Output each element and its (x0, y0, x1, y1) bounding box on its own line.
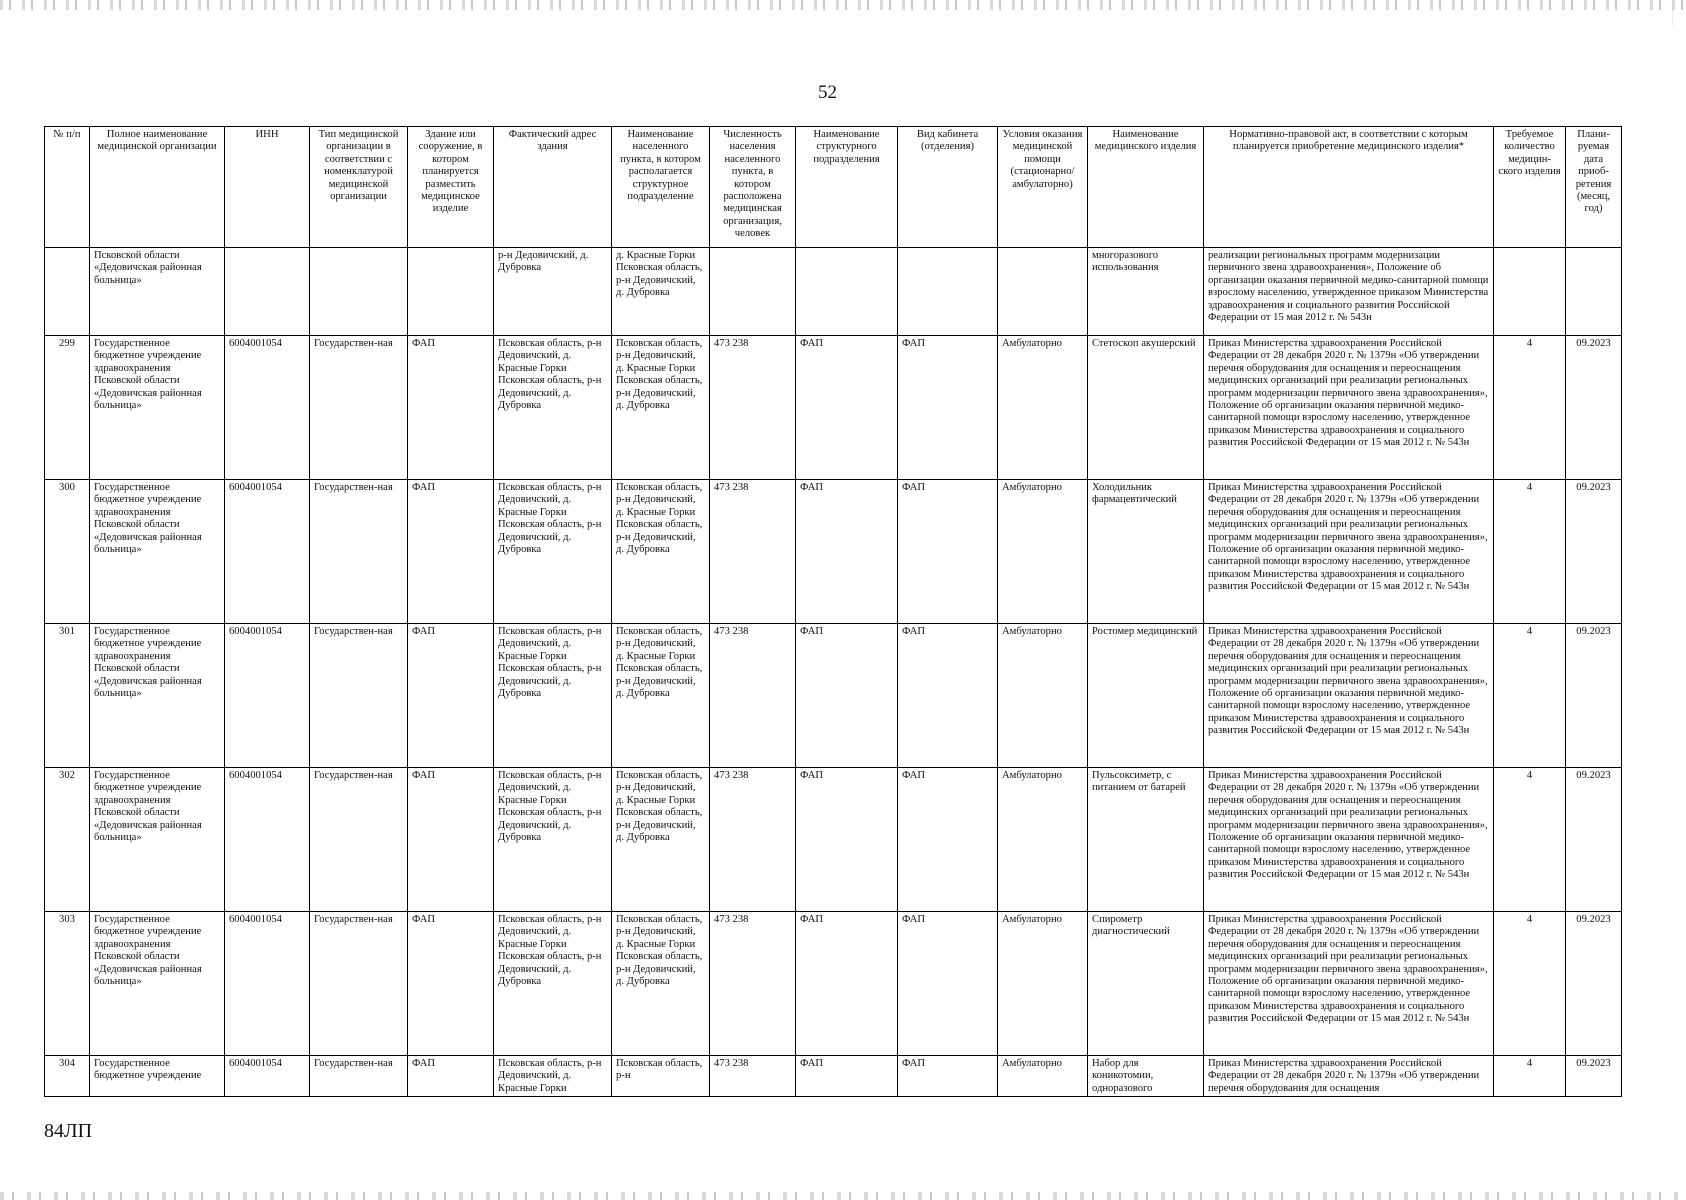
page-number: 52 (818, 82, 837, 103)
cell-cabinet (898, 248, 998, 336)
cell-building: ФАП (408, 1056, 494, 1097)
cell-device: Набор для коникотомии, одноразового (1088, 1056, 1204, 1097)
equipment-register-table (44, 126, 1622, 1097)
cell-device: Ростомер медицинский (1088, 624, 1204, 768)
cell-device: многоразового использования (1088, 248, 1204, 336)
cell-settlement: Псковская область, р-н Дедовичский, д. Красные Горки Псковская область, р-н Дедовичский, д. Дубровка (612, 624, 710, 768)
cell-num: 304 (45, 1056, 90, 1097)
cell-device: Стетоскоп акушерский (1088, 336, 1204, 480)
cell-inn: 6004001054 (225, 336, 310, 480)
header-cell: Полное наименование медицинской организации (90, 127, 225, 248)
cell-device: Спирометр диагностический (1088, 912, 1204, 1056)
cell-population: 473 238 (710, 1056, 796, 1097)
cell-org: Государственное бюджетное учреждение здравоохранения Псковской области «Дедовичская районная больница» (90, 912, 225, 1056)
cell-qty (1494, 248, 1566, 336)
cell-cabinet: ФАП (898, 912, 998, 1056)
cell-cabinet: ФАП (898, 480, 998, 624)
cell-cabinet: ФАП (898, 768, 998, 912)
cell-building: ФАП (408, 912, 494, 1056)
cell-act: Приказ Министерства здравоохранения Российской Федерации от 28 декабря 2020 г. № 1379н «Об утверждении перечня оборудования для оснащения и переоснащения медицинских организаций при реализации региональных программ модернизации первичного звена здравоохранения», Положение об организации оказания первичной медико-санитарной помощи взрослому населению, утвержденное приказом Министерства здравоохранения и социального развития Российской Федерации от 15 мая 2012 г. № 543н (1204, 336, 1494, 480)
header-cell: Наименование структурного подразделения (796, 127, 898, 248)
cell-type: Государствен-ная (310, 624, 408, 768)
cell-cabinet: ФАП (898, 336, 998, 480)
cell-type: Государствен-ная (310, 1056, 408, 1097)
cell-unit: ФАП (796, 912, 898, 1056)
header-cell: Тип медицинской организации в соответствии с номенклатурой медицинской организации (310, 127, 408, 248)
cell-address: Псковская область, р-н Дедовичский, д. Красные Горки Псковская область, р-н Дедовичский, д. Дубровка (494, 912, 612, 1056)
cell-settlement: Псковская область, р-н Дедовичский, д. Красные Горки Псковская область, р-н Дедовичский, д. Дубровка (612, 768, 710, 912)
cell-device: Пульсоксиметр, с питанием от батарей (1088, 768, 1204, 912)
cell-cabinet: ФАП (898, 624, 998, 768)
header-cell: Фактический адрес здания (494, 127, 612, 248)
cell-population (710, 248, 796, 336)
cell-settlement: Псковская область, р-н Дедовичский, д. Красные Горки Псковская область, р-н Дедовичский, д. Дубровка (612, 336, 710, 480)
header-cell: Условия оказания медицинской помощи (стационарно/ амбулаторно) (998, 127, 1088, 248)
table-row (45, 912, 1622, 1056)
cell-date: 09.2023 (1566, 768, 1622, 912)
cell-date: 09.2023 (1566, 624, 1622, 768)
cell-device: Холодильник фармацевтический (1088, 480, 1204, 624)
header-cell: Здание или сооружение, в котором планируется разместить медицинское изделие (408, 127, 494, 248)
cell-conditions: Амбулаторно (998, 624, 1088, 768)
cell-num: 303 (45, 912, 90, 1056)
cell-num: 299 (45, 336, 90, 480)
cell-address: Псковская область, р-н Дедовичский, д. Красные Горки Псковская область, р-н Дедовичский, д. Дубровка (494, 336, 612, 480)
cell-unit: ФАП (796, 336, 898, 480)
cell-conditions: Амбулаторно (998, 912, 1088, 1056)
cell-act: Приказ Министерства здравоохранения Российской Федерации от 28 декабря 2020 г. № 1379н «Об утверждении перечня оборудования для оснащения (1204, 1056, 1494, 1097)
document-code: 84ЛП (44, 1120, 93, 1142)
cell-settlement: д. Красные Горки Псковская область, р-н Дедовичский, д. Дубровка (612, 248, 710, 336)
cell-unit: ФАП (796, 768, 898, 912)
cell-act: Приказ Министерства здравоохранения Российской Федерации от 28 декабря 2020 г. № 1379н «Об утверждении перечня оборудования для оснащения и переоснащения медицинских организаций при реализации региональных программ модернизации первичного звена здравоохранения», Положение об организации оказания первичной медико-санитарной помощи взрослому населению, утвержденное приказом Министерства здравоохранения и социального развития Российской Федерации от 15 мая 2012 г. № 543н (1204, 768, 1494, 912)
cell-inn: 6004001054 (225, 1056, 310, 1097)
cell-unit: ФАП (796, 624, 898, 768)
table-row (45, 480, 1622, 624)
cell-inn: 6004001054 (225, 768, 310, 912)
cell-act: Приказ Министерства здравоохранения Российской Федерации от 28 декабря 2020 г. № 1379н «Об утверждении перечня оборудования для оснащения и переоснащения медицинских организаций при реализации региональных программ модернизации первичного звена здравоохранения», Положение об организации оказания первичной медико-санитарной помощи взрослому населению, утвержденное приказом Министерства здравоохранения и социального развития Российской Федерации от 15 мая 2012 г. № 543н (1204, 912, 1494, 1056)
table-header-row (45, 127, 1622, 248)
cell-org: Государственное бюджетное учреждение здравоохранения Псковской области «Дедовичская районная больница» (90, 480, 225, 624)
cell-unit (796, 248, 898, 336)
cell-inn: 6004001054 (225, 624, 310, 768)
cell-date: 09.2023 (1566, 912, 1622, 1056)
header-cell: № п/п (45, 127, 90, 248)
cell-population: 473 238 (710, 336, 796, 480)
cell-inn: 6004001054 (225, 912, 310, 1056)
cell-act: Приказ Министерства здравоохранения Российской Федерации от 28 декабря 2020 г. № 1379н «Об утверждении перечня оборудования для оснащения и переоснащения медицинских организаций при реализации региональных программ модернизации первичного звена здравоохранения», Положение об организации оказания первичной медико-санитарной помощи взрослому населению, утвержденное приказом Министерства здравоохранения и социального развития Российской Федерации от 15 мая 2012 г. № 543н (1204, 624, 1494, 768)
cell-org: Псковской области «Дедовичская районная больница» (90, 248, 225, 336)
scan-artifact (1672, 0, 1686, 26)
header-cell: Нормативно-правовой акт, в соответствии с которым планируется приобретение медицинского изделия* (1204, 127, 1494, 248)
table-row (45, 768, 1622, 912)
cell-conditions: Амбулаторно (998, 768, 1088, 912)
cell-qty: 4 (1494, 336, 1566, 480)
table-row (45, 624, 1622, 768)
cell-type: Государствен-ная (310, 480, 408, 624)
cell-building: ФАП (408, 624, 494, 768)
cell-qty: 4 (1494, 480, 1566, 624)
scan-edge-bottom (0, 1192, 1686, 1200)
cell-org: Государственное бюджетное учреждение здравоохранения Псковской области «Дедовичская районная больница» (90, 624, 225, 768)
cell-date: 09.2023 (1566, 1056, 1622, 1097)
cell-type: Государствен-ная (310, 912, 408, 1056)
cell-num: 300 (45, 480, 90, 624)
cell-org: Государственное бюджетное учреждение здравоохранения Псковской области «Дедовичская районная больница» (90, 336, 225, 480)
cell-settlement: Псковская область, р-н (612, 1056, 710, 1097)
header-cell: Вид кабинета (отделения) (898, 127, 998, 248)
header-cell: Численность населения населенного пункта, в котором расположена медицинская организация, человек (710, 127, 796, 248)
cell-qty: 4 (1494, 1056, 1566, 1097)
cell-num: 302 (45, 768, 90, 912)
cell-conditions: Амбулаторно (998, 1056, 1088, 1097)
cell-date: 09.2023 (1566, 480, 1622, 624)
cell-type: Государствен-ная (310, 336, 408, 480)
cell-population: 473 238 (710, 624, 796, 768)
cell-qty: 4 (1494, 624, 1566, 768)
cell-population: 473 238 (710, 912, 796, 1056)
cell-building: ФАП (408, 480, 494, 624)
cell-address: р-н Дедовичский, д. Дубровка (494, 248, 612, 336)
cell-conditions: Амбулаторно (998, 480, 1088, 624)
cell-num: 301 (45, 624, 90, 768)
header-cell: Плани-руемая дата приоб-ретения (месяц, год) (1566, 127, 1622, 248)
cell-building: ФАП (408, 768, 494, 912)
table-row (45, 336, 1622, 480)
cell-address: Псковская область, р-н Дедовичский, д. Красные Горки (494, 1056, 612, 1097)
table-row-continuation (45, 248, 1622, 336)
cell-qty: 4 (1494, 912, 1566, 1056)
cell-org: Государственное бюджетное учреждение здравоохранения Псковской области «Дедовичская районная больница» (90, 768, 225, 912)
cell-population: 473 238 (710, 480, 796, 624)
cell-inn (225, 248, 310, 336)
cell-num (45, 248, 90, 336)
cell-population: 473 238 (710, 768, 796, 912)
cell-address: Псковская область, р-н Дедовичский, д. Красные Горки Псковская область, р-н Дедовичский, д. Дубровка (494, 624, 612, 768)
scan-edge-top (0, 0, 1686, 10)
cell-address: Псковская область, р-н Дедовичский, д. Красные Горки Псковская область, р-н Дедовичский, д. Дубровка (494, 480, 612, 624)
cell-cabinet: ФАП (898, 1056, 998, 1097)
cell-settlement: Псковская область, р-н Дедовичский, д. Красные Горки Псковская область, р-н Дедовичский, д. Дубровка (612, 912, 710, 1056)
cell-conditions (998, 248, 1088, 336)
cell-act: реализации региональных программ модернизации первичного звена здравоохранения», Положение об организации оказания первичной медико-санитарной помощи взрослому населению, утвержденное приказом Министерства здравоохранения и социального развития Российской Федерации от 15 мая 2012 г. № 543н (1204, 248, 1494, 336)
header-cell: Наименование медицинского изделия (1088, 127, 1204, 248)
cell-building: ФАП (408, 336, 494, 480)
cell-date: 09.2023 (1566, 336, 1622, 480)
cell-act: Приказ Министерства здравоохранения Российской Федерации от 28 декабря 2020 г. № 1379н «Об утверждении перечня оборудования для оснащения и переоснащения медицинских организаций при реализации региональных программ модернизации первичного звена здравоохранения», Положение об организации оказания первичной медико-санитарной помощи взрослому населению, утвержденное приказом Министерства здравоохранения и социального развития Российской Федерации от 15 мая 2012 г. № 543н (1204, 480, 1494, 624)
cell-qty: 4 (1494, 768, 1566, 912)
cell-type (310, 248, 408, 336)
header-cell: Наименование населенного пункта, в котором располагается структурное подразделение (612, 127, 710, 248)
header-cell: Требуемое количество медицин-ского изделия (1494, 127, 1566, 248)
cell-unit: ФАП (796, 1056, 898, 1097)
cell-inn: 6004001054 (225, 480, 310, 624)
cell-conditions: Амбулаторно (998, 336, 1088, 480)
cell-building (408, 248, 494, 336)
table-row-cut (45, 1056, 1622, 1097)
cell-type: Государствен-ная (310, 768, 408, 912)
cell-unit: ФАП (796, 480, 898, 624)
cell-address: Псковская область, р-н Дедовичский, д. Красные Горки Псковская область, р-н Дедовичский, д. Дубровка (494, 768, 612, 912)
cell-date (1566, 248, 1622, 336)
header-cell: ИНН (225, 127, 310, 248)
cell-org: Государственное бюджетное учреждение (90, 1056, 225, 1097)
cell-settlement: Псковская область, р-н Дедовичский, д. Красные Горки Псковская область, р-н Дедовичский, д. Дубровка (612, 480, 710, 624)
